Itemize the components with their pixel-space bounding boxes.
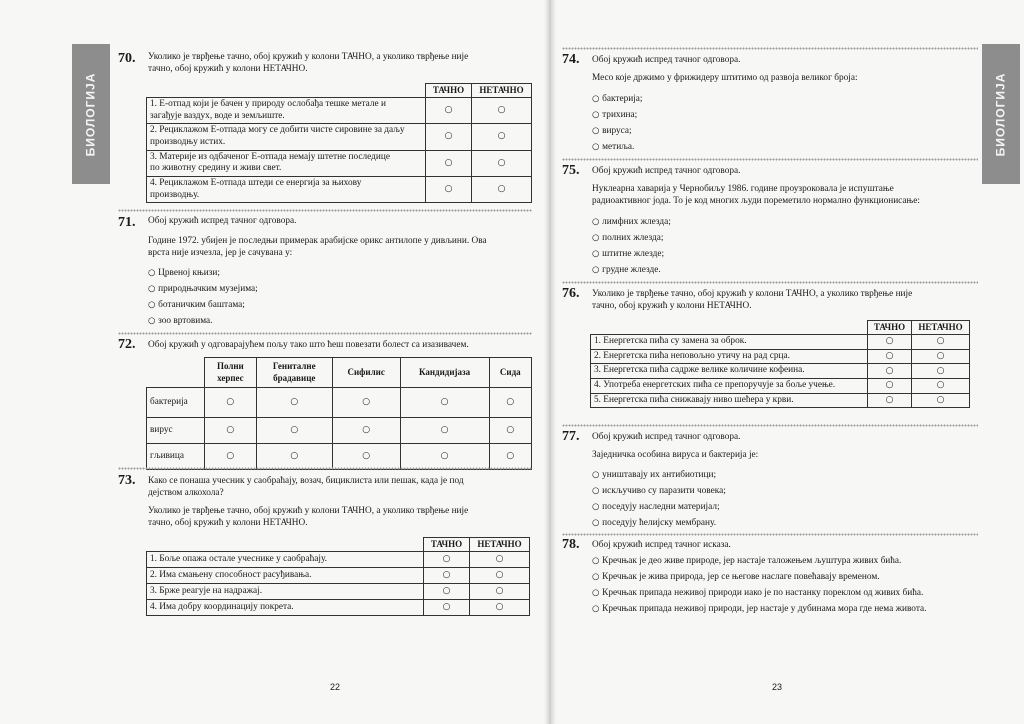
question-75-text: Нуклеарна хаварија у Чернобиљу 1986. године проузроковала је испуштање — [592, 184, 894, 194]
answer-circle-false[interactable]: ○ — [470, 584, 530, 600]
divider — [562, 47, 978, 50]
answer-circle-true[interactable]: ○ — [868, 393, 912, 408]
statement-text: 2. Енергетска пића неповољно утичу на рад срца. — [591, 349, 868, 364]
answer-circle[interactable]: ○ — [400, 444, 489, 470]
table-row — [147, 176, 532, 202]
question-77-text: Заједничка особина вируса и бактерија је: — [592, 450, 759, 460]
divider — [118, 467, 532, 470]
divider — [118, 209, 532, 212]
question-71-number: 71. — [118, 215, 136, 230]
answer-circle[interactable]: ○ — [489, 418, 531, 444]
answer-circle[interactable]: ○ — [205, 444, 257, 470]
answer-circle[interactable]: ○ — [256, 444, 332, 470]
statement-text: 2. Има смањену способност расуђивања. — [147, 568, 424, 584]
question-70-instruction-2: тачно, обој кружић у колони НЕТАЧНО. — [148, 64, 308, 74]
table-row — [591, 335, 970, 350]
answer-circle-false[interactable]: ○ — [472, 98, 532, 124]
answer-circle[interactable]: ○ — [400, 388, 489, 418]
option[interactable]: ○ бактерија; — [592, 94, 642, 106]
option[interactable]: ○ штитне жлезде; — [592, 249, 664, 261]
answer-circle-false[interactable]: ○ — [470, 568, 530, 584]
answer-circle-false[interactable]: ○ — [912, 393, 970, 408]
row-label: вирус — [147, 418, 205, 444]
option[interactable]: ○ Кречњак припада неживој природи, јер настаје у дубинама мора где нема живота. — [592, 604, 926, 616]
table-row — [147, 124, 532, 150]
col-false: НЕТАЧНО — [470, 538, 530, 552]
answer-circle-false[interactable]: ○ — [912, 379, 970, 394]
answer-circle-true[interactable]: ○ — [868, 364, 912, 379]
column-header: Кандидијаза — [400, 358, 489, 388]
question-73-text-2: дејством алкохола? — [148, 488, 224, 498]
answer-circle-false[interactable]: ○ — [472, 124, 532, 150]
divider — [118, 332, 532, 335]
option[interactable]: ○ трихина; — [592, 110, 637, 122]
table-row — [591, 379, 970, 394]
option[interactable]: ○ грудне жлезде. — [592, 265, 661, 277]
answer-circle-false[interactable]: ○ — [912, 349, 970, 364]
question-73-number: 73. — [118, 473, 136, 488]
col-true: ТАЧНО — [868, 321, 912, 335]
table-row — [591, 349, 970, 364]
statement-text: 1. Боље опажа остале учеснике у саобраћају. — [147, 552, 424, 568]
answer-circle[interactable]: ○ — [400, 418, 489, 444]
statement-text: производњу. — [150, 189, 200, 200]
page-number-right: 23 — [772, 682, 783, 692]
table-row — [147, 552, 530, 568]
question-75-instruction: Обој кружић испред тачног одговора. — [592, 166, 741, 176]
statement-text: 1. Енергетска пића су замена за оброк. — [591, 335, 868, 350]
question-76-instruction: Уколико је тврђење тачно, обој кружић у колони ТАЧНО, а уколико тврђење није — [592, 289, 913, 299]
question-73-table — [146, 537, 530, 616]
answer-circle-false[interactable]: ○ — [470, 600, 530, 616]
question-73-instruction-2: тачно, обој кружић у колони НЕТАЧНО. — [148, 518, 308, 528]
answer-circle-true[interactable]: ○ — [426, 176, 472, 202]
question-74-number: 74. — [562, 52, 580, 67]
option[interactable]: ○ поседују ћелијску мембрану. — [592, 518, 716, 530]
option[interactable]: ○ искључиво су паразити човека; — [592, 486, 726, 498]
page-number-left: 22 — [330, 682, 341, 692]
answer-circle-false[interactable]: ○ — [912, 335, 970, 350]
answer-circle[interactable]: ○ — [489, 444, 531, 470]
question-76-instruction-2: тачно, обој кружић у колони НЕТАЧНО. — [592, 301, 752, 311]
answer-circle-true[interactable]: ○ — [426, 98, 472, 124]
question-76-table — [590, 320, 970, 408]
answer-circle-true[interactable]: ○ — [426, 150, 472, 176]
question-72-instruction: Обој кружић у одговарајућем пољу тако што ћеш повезати болест са изазивачем. — [148, 340, 469, 350]
option[interactable]: ○ полних жлезда; — [592, 233, 663, 245]
answer-circle-false[interactable]: ○ — [472, 150, 532, 176]
divider — [562, 424, 978, 427]
table-row — [147, 150, 532, 176]
question-77-instruction: Обој кружић испред тачног одговора. — [592, 432, 741, 442]
divider — [562, 281, 978, 284]
answer-circle-true[interactable]: ○ — [424, 584, 470, 600]
question-71-instruction: Обој кружић испред тачног одговора. — [148, 216, 297, 226]
divider — [562, 158, 978, 161]
question-78-number: 78. — [562, 537, 580, 552]
answer-circle-true[interactable]: ○ — [426, 124, 472, 150]
option[interactable]: ○ Кречњак припада неживој природи иако је по настанку пореклом од живих бића. — [592, 588, 923, 600]
divider — [562, 533, 978, 536]
answer-circle[interactable]: ○ — [205, 388, 257, 418]
table-row — [591, 364, 970, 379]
answer-circle[interactable]: ○ — [332, 444, 400, 470]
option[interactable]: ○ Кречњак је жива природа, јер се његове наслаге повећавају временом. — [592, 572, 880, 584]
statement-text: 2. Рециклажом Е-отпада могу се добити чисте сировине за даљу — [150, 125, 405, 136]
column-header: Сифилис — [332, 358, 400, 388]
question-70-instruction: Уколико је тврђење тачно, обој кружић у колони ТАЧНО, а уколико тврђење није — [148, 52, 469, 62]
subject-tab-left: БИОЛОГИЈА — [72, 44, 110, 184]
question-74-instruction: Обој кружић испред тачног одговора. — [592, 55, 741, 65]
statement-text: загађује ваздух, воде и земљиште. — [150, 110, 285, 121]
option[interactable]: ○ лимфних жлезда; — [592, 217, 671, 229]
table-row — [147, 584, 530, 600]
column-header: Гениталне брадавице — [256, 358, 332, 388]
option[interactable]: ○ Црвеној књизи; — [148, 268, 220, 280]
question-74-text: Месо које држимо у фрижидеру штитимо од развоја великог броја: — [592, 73, 858, 83]
answer-circle[interactable]: ○ — [205, 418, 257, 444]
table-row — [147, 98, 532, 124]
subject-tab-right: БИОЛОГИЈА — [982, 44, 1020, 184]
question-73-instruction: Уколико је тврђење тачно, обој кружић у колони ТАЧНО, а уколико тврђење није — [148, 506, 469, 516]
col-false: НЕТАЧНО — [912, 321, 970, 335]
answer-circle[interactable]: ○ — [332, 388, 400, 418]
question-70-number: 70. — [118, 51, 136, 66]
option[interactable]: ○ поседују наследни материјал; — [592, 502, 720, 514]
table-row — [147, 388, 532, 418]
option[interactable]: ○ ботаничким баштама; — [148, 300, 245, 312]
table-row — [147, 418, 532, 444]
option[interactable]: ○ Кречњак је део живе природе, јер настаје таложењем љуштура живих бића. — [592, 556, 901, 568]
table-row — [591, 393, 970, 408]
question-75-number: 75. — [562, 163, 580, 178]
answer-circle[interactable]: ○ — [256, 418, 332, 444]
answer-circle-true[interactable]: ○ — [868, 335, 912, 350]
table-row — [147, 568, 530, 584]
question-76-number: 76. — [562, 286, 580, 301]
answer-circle-true[interactable]: ○ — [424, 568, 470, 584]
answer-circle[interactable]: ○ — [256, 388, 332, 418]
answer-circle-true[interactable]: ○ — [424, 552, 470, 568]
answer-circle-true[interactable]: ○ — [424, 600, 470, 616]
statement-text: по животну средину и живи свет. — [150, 163, 282, 174]
column-header: Полни херпес — [205, 358, 257, 388]
statement-text: 3. Материје из одбаченог Е-отпада немају штетне последице — [150, 151, 390, 162]
table-row — [147, 444, 532, 470]
option[interactable]: ○ метиља. — [592, 142, 634, 154]
answer-circle-false[interactable]: ○ — [470, 552, 530, 568]
question-77-number: 77. — [562, 429, 580, 444]
question-70-table — [146, 83, 532, 203]
option[interactable]: ○ природњачким музејима; — [148, 284, 258, 296]
answer-circle-true[interactable]: ○ — [868, 349, 912, 364]
row-label: гљивица — [147, 444, 205, 470]
answer-circle-false[interactable]: ○ — [912, 364, 970, 379]
statement-text: 5. Енергетска пића снижавају ниво шећера у крви. — [591, 393, 868, 408]
answer-circle[interactable]: ○ — [332, 418, 400, 444]
statement-text: 3. Брже реагује на надражај. — [147, 584, 424, 600]
answer-circle-false[interactable]: ○ — [472, 176, 532, 202]
col-true: ТАЧНО — [426, 84, 472, 98]
option[interactable]: ○ зоо вртовима. — [148, 316, 213, 328]
option[interactable]: ○ вируса; — [592, 126, 632, 138]
col-false: НЕТАЧНО — [472, 84, 532, 98]
statement-text: 3. Енергетска пића садрже велике количине кофеина. — [591, 364, 868, 379]
statement-text: 4. Има добру координацију покрета. — [147, 600, 424, 616]
question-73-text: Како се понаша учесник у саобраћају, возач, бициклиста или пешак, када је под — [148, 476, 464, 486]
statement-text: производњу истих. — [150, 137, 226, 148]
answer-circle-true[interactable]: ○ — [868, 379, 912, 394]
question-71-text-2: врста није изчезла, јер је сачувана у: — [148, 248, 293, 258]
book-gutter — [544, 0, 556, 724]
row-label: бактерија — [147, 388, 205, 418]
statement-text: 1. Е-отпад који је бачен у природу ослобађа тешке метале и — [150, 99, 386, 110]
answer-circle[interactable]: ○ — [489, 388, 531, 418]
question-71-text: Године 1972. убијен је последњи примерак арабијске орикс антилопе у дивљини. Ова — [148, 236, 487, 246]
statement-text: 4. Употреба енергетских пића се препоручује за боље учење. — [591, 379, 868, 394]
question-78-instruction: Обој кружић испред тачног исказа. — [592, 540, 731, 550]
statement-text: 4. Рециклажом Е-отпада штеди се енергија за њихову — [150, 177, 362, 188]
option[interactable]: ○ уништавају их антибиотици; — [592, 470, 716, 482]
table-row — [147, 600, 530, 616]
column-header: Сида — [489, 358, 531, 388]
question-72-number: 72. — [118, 337, 136, 352]
question-72-table — [146, 357, 532, 470]
col-true: ТАЧНО — [424, 538, 470, 552]
question-75-text-2: радиоактивног јода. То је код многих људи пореметило нормално функционисање: — [592, 196, 920, 206]
